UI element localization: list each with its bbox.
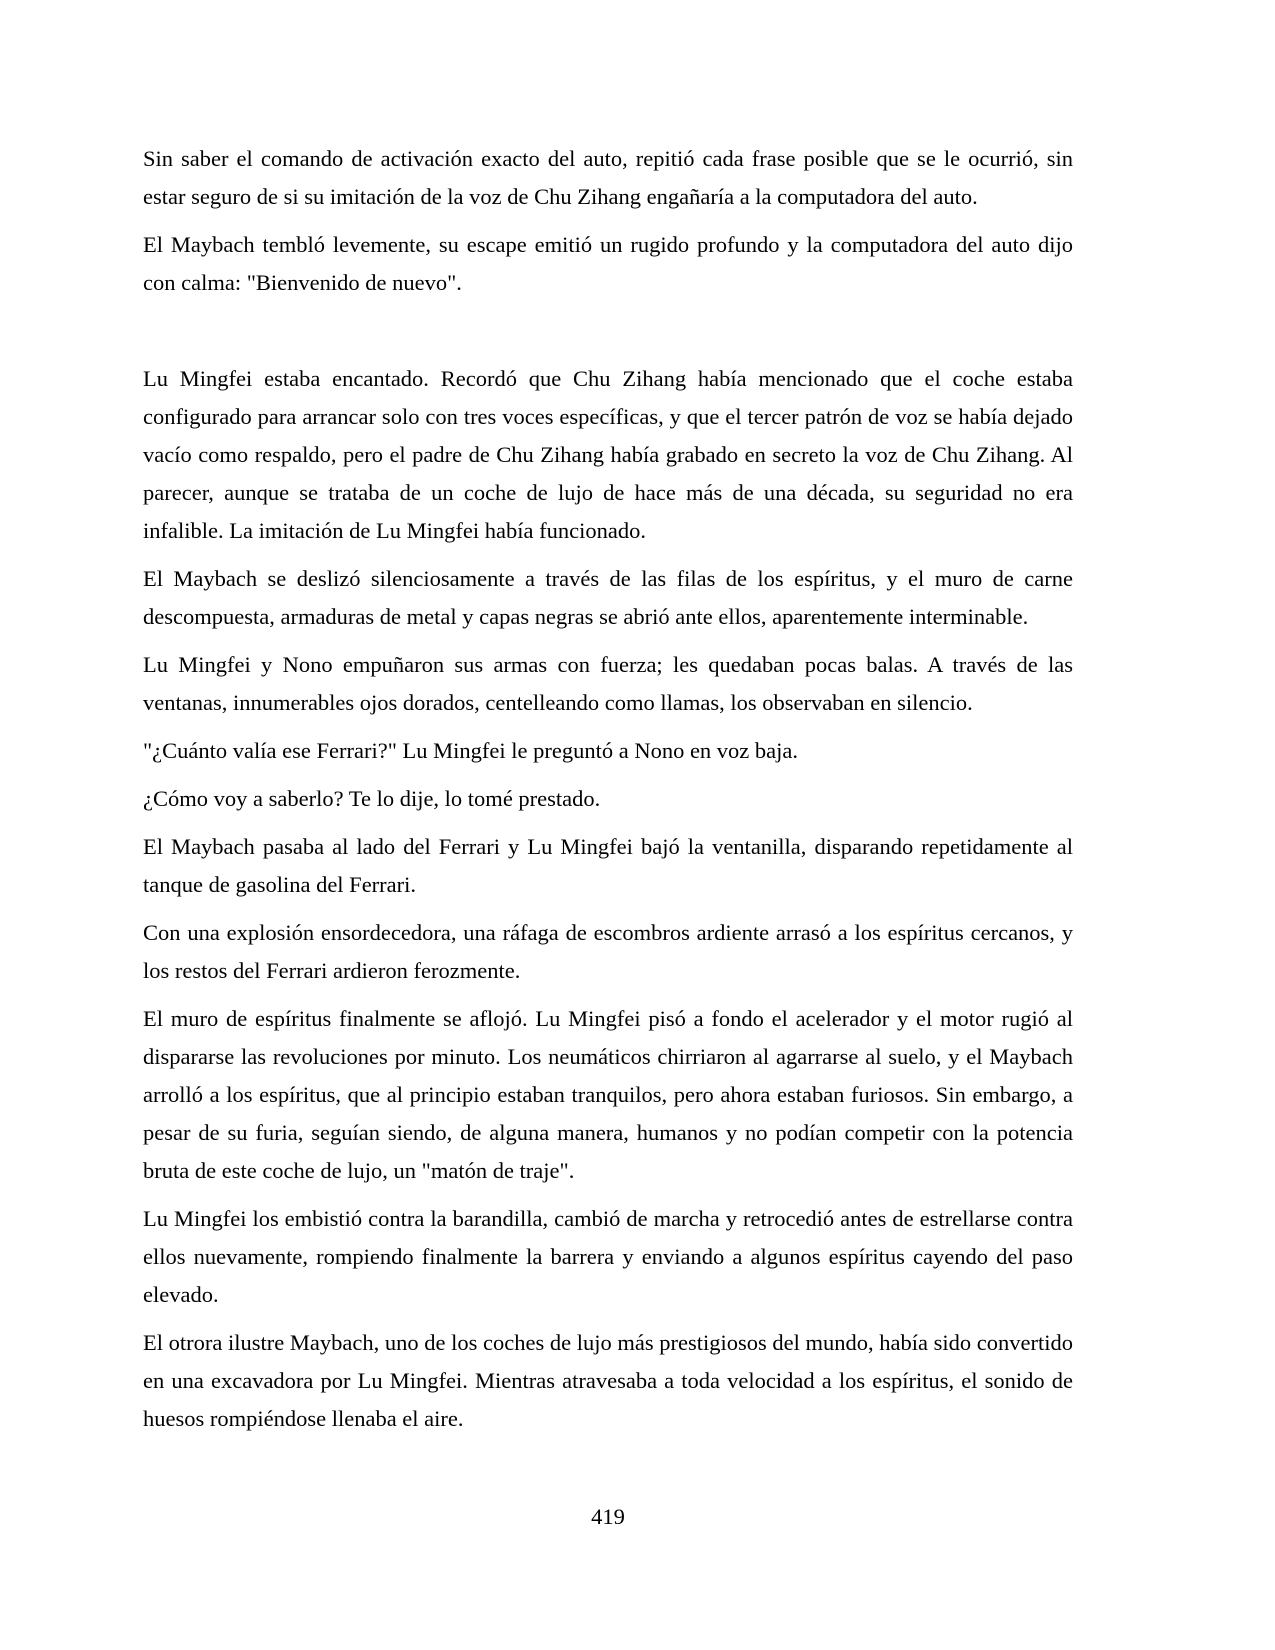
paragraph: Lu Mingfei los embistió contra la barandilla, cambió de marcha y retrocedió antes de estrellarse contra ellos nuevamente, rompiendo finalmente la barrera y enviando a algunos espíritus cayendo del paso elevado. [143, 1206, 1073, 1307]
paragraph: El muro de espíritus finalmente se aflojó. Lu Mingfei pisó a fondo el acelerador y el motor rugió al dispararse las revoluciones por minuto. Los neumáticos chirriaron al agarrarse al suelo, y el Maybach arrolló a los espíritus, que al principio estaban tranquilos, pero ahora estaban furiosos. Sin embargo, a pesar de su furia, seguían siendo, de alguna manera, humanos y no podían competir con la potencia bruta de este coche de lujo, un "matón de traje". [143, 1006, 1073, 1183]
paragraph: El Maybach pasaba al lado del Ferrari y Lu Mingfei bajó la ventanilla, disparando repetidamente al tanque de gasolina del Ferrari. [143, 834, 1073, 897]
paragraph: El otrora ilustre Maybach, uno de los coches de lujo más prestigiosos del mundo, había sido convertido en una excavadora por Lu Mingfei. Mientras atravesaba a toda velocidad a los espíritus, el sonido de huesos rompiéndose llenaba el aire. [143, 1330, 1073, 1431]
paragraph: Lu Mingfei estaba encantado. Recordó que Chu Zihang había mencionado que el coche estaba configurado para arrancar solo con tres voces específicas, y que el tercer patrón de voz se había dejado vacío como respaldo, pero el padre de Chu Zihang había grabado en secreto la voz de Chu Zihang. Al parecer, aunque se trataba de un coche de lujo de hace más de una década, su seguridad no era infalible. La imitación de Lu Mingfei había funcionado. [143, 366, 1073, 543]
paragraph: Con una explosión ensordecedora, una ráfaga de escombros ardiente arrasó a los espíritus cercanos, y los restos del Ferrari ardieron ferozmente. [143, 920, 1073, 983]
paragraph: Lu Mingfei y Nono empuñaron sus armas con fuerza; les quedaban pocas balas. A través de las ventanas, innumerables ojos dorados, centelleando como llamas, los observaban en silencio. [143, 652, 1073, 715]
paragraph: "¿Cuánto valía ese Ferrari?" Lu Mingfei le preguntó a Nono en voz baja. [143, 738, 799, 763]
paragraph: El Maybach se deslizó silenciosamente a través de las filas de los espíritus, y el muro de carne descompuesta, armaduras de metal y capas negras se abrió ante ellos, aparentemente interminable. [143, 566, 1073, 629]
paragraph: ¿Cómo voy a saberlo? Te lo dije, lo tomé prestado. [143, 786, 601, 811]
paragraph: El Maybach tembló levemente, su escape emitió un rugido profundo y la computadora del auto dijo con calma: "Bienvenido de nuevo". [143, 232, 1073, 295]
paragraph: Sin saber el comando de activación exacto del auto, repitió cada frase posible que se le ocurrió, sin estar seguro de si su imitación de la voz de Chu Zihang engañaría a la computadora del auto. [143, 146, 1073, 209]
page-number: 419 [591, 1503, 625, 1529]
